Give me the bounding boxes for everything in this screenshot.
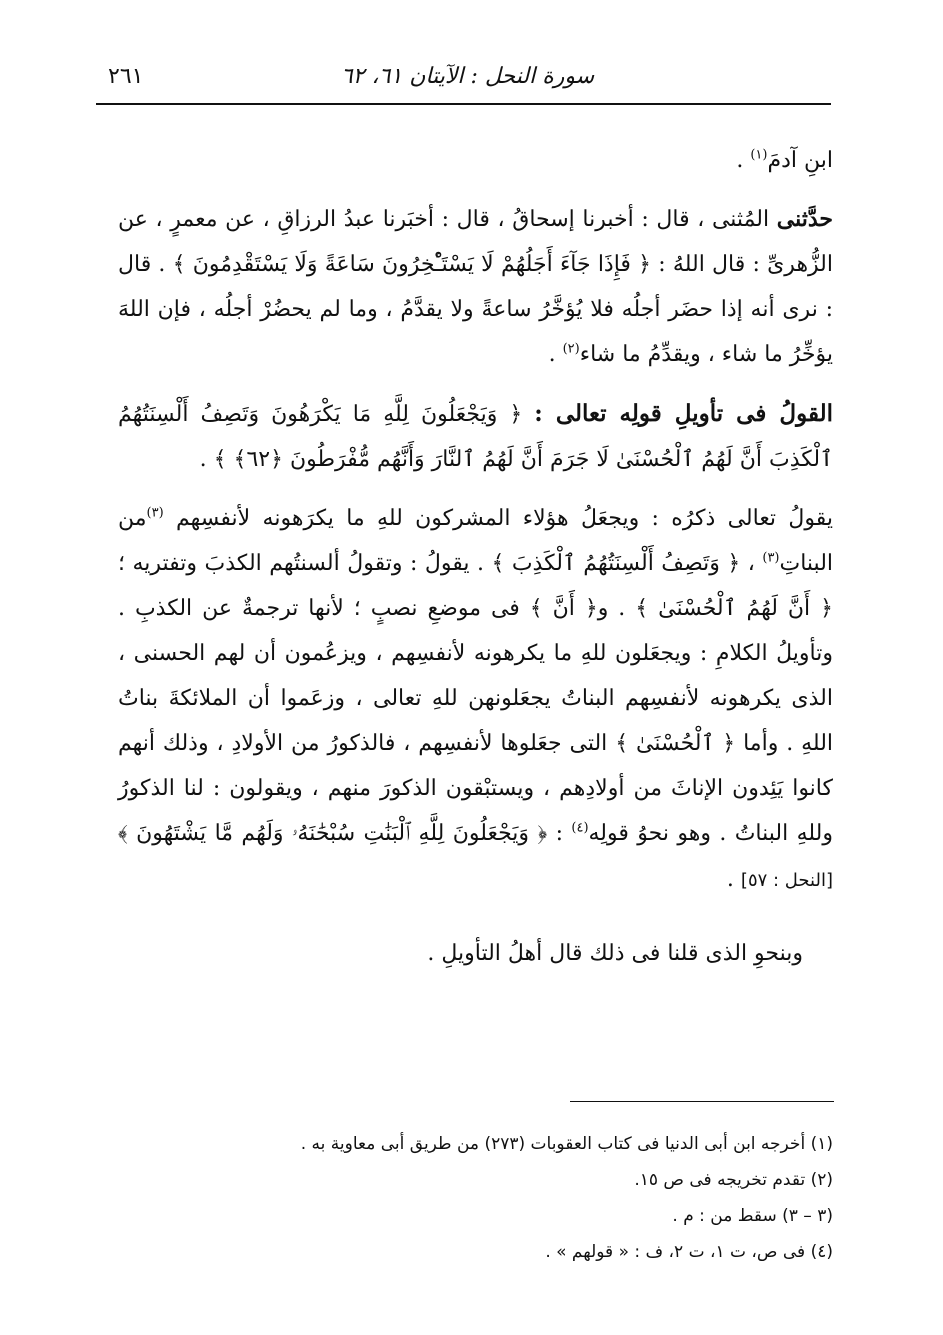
p5-text: وبنحوِ الذى قلنا فى ذلك قال أهلُ التأويلِ .	[427, 941, 803, 966]
p4-text8: :	[547, 821, 572, 846]
p4-text4: . يقولُ : وتقولُ ألسنتُهم الكذبَ وتفتريه ؛	[118, 551, 492, 576]
page-header	[100, 58, 835, 98]
p1-text: ابنِ آدمَ	[767, 148, 833, 173]
p4-text1: يقولُ تعالى ذكرُه : ويجعَلُ هؤلاء المشركون للهِ ما يكرَهونه لأنفسِهم	[163, 506, 833, 531]
p2-end: .	[548, 342, 563, 367]
paragraph-3	[118, 391, 833, 482]
p2-text1: المُثنى ، قال : أخبرنا إسحاقُ ، قال : أخبَرنا عبدُ الرزاقِ ، عن معمرٍ ، عن الزُّهرىِّ : قال اللهُ :	[118, 207, 833, 277]
footnote-ref-3a[interactable]: (٣)	[146, 505, 164, 521]
p4-end: .	[726, 867, 741, 892]
p3-end: .	[199, 447, 214, 472]
paragraph-4	[118, 496, 833, 903]
footnote-3: (٣ – ٣) سقط من : م .	[672, 1206, 833, 1226]
p4-text2: من البناتِ	[118, 506, 834, 576]
footnote-ref-3b[interactable]: (٣)	[762, 550, 780, 566]
p2-text2: . قال : نرى أنه إذا حضَر أجلُه فلا يُؤخَّرُ ساعةً ولا يقدَّمُ ، وما لم يحضُرْ أجلُه ، فإن اللهَ يؤخِّرُ ما شاء ، ويقدِّمُ ما شاء	[118, 252, 833, 367]
p4-text7: التى جعَلوها لأنفسِهم ، فالذكورُ من الأولادِ ، وذلك أنهم كانوا يَئِدون الإناثَ من أولادِهم ، ويستبْقون الذكورَ منهم ، ويقولون : لنا الذكورُ وللهِ البناتُ . وهو نحوُ قولِه	[118, 731, 833, 846]
footnote-ref-4[interactable]: (٤)	[571, 820, 589, 836]
p4-surah-ref: [النحل : ٥٧]	[740, 870, 833, 891]
p2-lead: حدَّثنى	[776, 206, 833, 232]
p1-end: .	[736, 148, 751, 173]
footnote-2: (٢) تقدم تخريجه فى ص ١٥.	[634, 1170, 833, 1190]
p2-quran: ﴿ فَإِذَا جَآءَ أَجَلُهُمْ لَا يَسْتَـْٔخِرُونَ سَاعَةً وَلَا يَسْتَقْدِمُونَ ﴾	[172, 252, 652, 277]
paragraph-1	[118, 138, 833, 183]
p4-text5: . و	[597, 596, 636, 621]
footnote-ref-2[interactable]: (٢)	[562, 341, 580, 357]
footnotes	[118, 1126, 833, 1270]
paragraph-2	[118, 197, 833, 377]
p4-quran4: ﴿ ٱلْحُسْنَىٰ ﴾	[615, 731, 736, 756]
footnote-4: (٤) فى ص، ت ١، ت ٢، ف : « قولهم » .	[545, 1242, 833, 1262]
p4-quran2: ﴿ أَنَّ لَهُمُ ٱلْحُسْنَىٰ ﴾	[635, 596, 834, 621]
p3-quran: ﴿ وَيَجْعَلُونَ لِلَّهِ مَا يَكْرَهُونَ وَتَصِفُ أَلْسِنَتُهُمُ ٱلْكَذِبَ أَنَّ لَهُمُ ٱلْحُسْنَىٰ لَا جَرَمَ أَنَّ لَهُمُ ٱلنَّارَ وَأَنَّهُم مُّفْرَطُونَ ﴿٦٢﴾ ﴾	[118, 402, 833, 472]
p4-text3: ،	[740, 551, 763, 576]
main-text	[118, 138, 833, 976]
footnote-ref-1[interactable]: (١)	[750, 147, 768, 163]
p4-quran5: ﴿ وَيَجْعَلُونَ لِلَّهِ ٱلْبَنَٰتِ سُبْحَٰنَهُۥ وَلَهُم مَّا يَشْتَهُونَ ﴾	[118, 821, 548, 846]
p4-quran1: ﴿ وَتَصِفُ أَلْسِنَتُهُمُ ٱلْكَذِبَ ﴾	[491, 551, 741, 576]
page-number: ٢٦١	[108, 64, 144, 89]
paragraph-5	[118, 931, 833, 976]
footnote-1: (١) أخرجه ابن أبى الدنيا فى كتاب العقوبات (٢٧٣) من طريق أبى معاوية به .	[300, 1134, 833, 1154]
p3-heading: القولُ فى تأويلِ قولِه تعالى :	[534, 400, 833, 427]
p4-quran3: ﴿ أَنَّ ﴾	[529, 596, 598, 621]
running-title: سورة النحل : الآيتان ٦١، ٦٢	[340, 64, 595, 89]
header-rule	[96, 103, 831, 105]
p4-text6: فى موضعِ نصبٍ ؛ لأنها ترجمةٌ عن الكذبِ . وتأويلُ الكلامِ : ويجعَلون للهِ ما يكرهونه لأنفسِهم ، ويزعُمون أن لهم الحسنى ، الذى يكرهونه لأنفسِهم البناتُ يجعَلونهن للهِ تعالى ، وزعَموا أن الملائكةَ بناتُ اللهِ . وأما	[118, 596, 834, 756]
footnote-separator	[570, 1101, 834, 1102]
